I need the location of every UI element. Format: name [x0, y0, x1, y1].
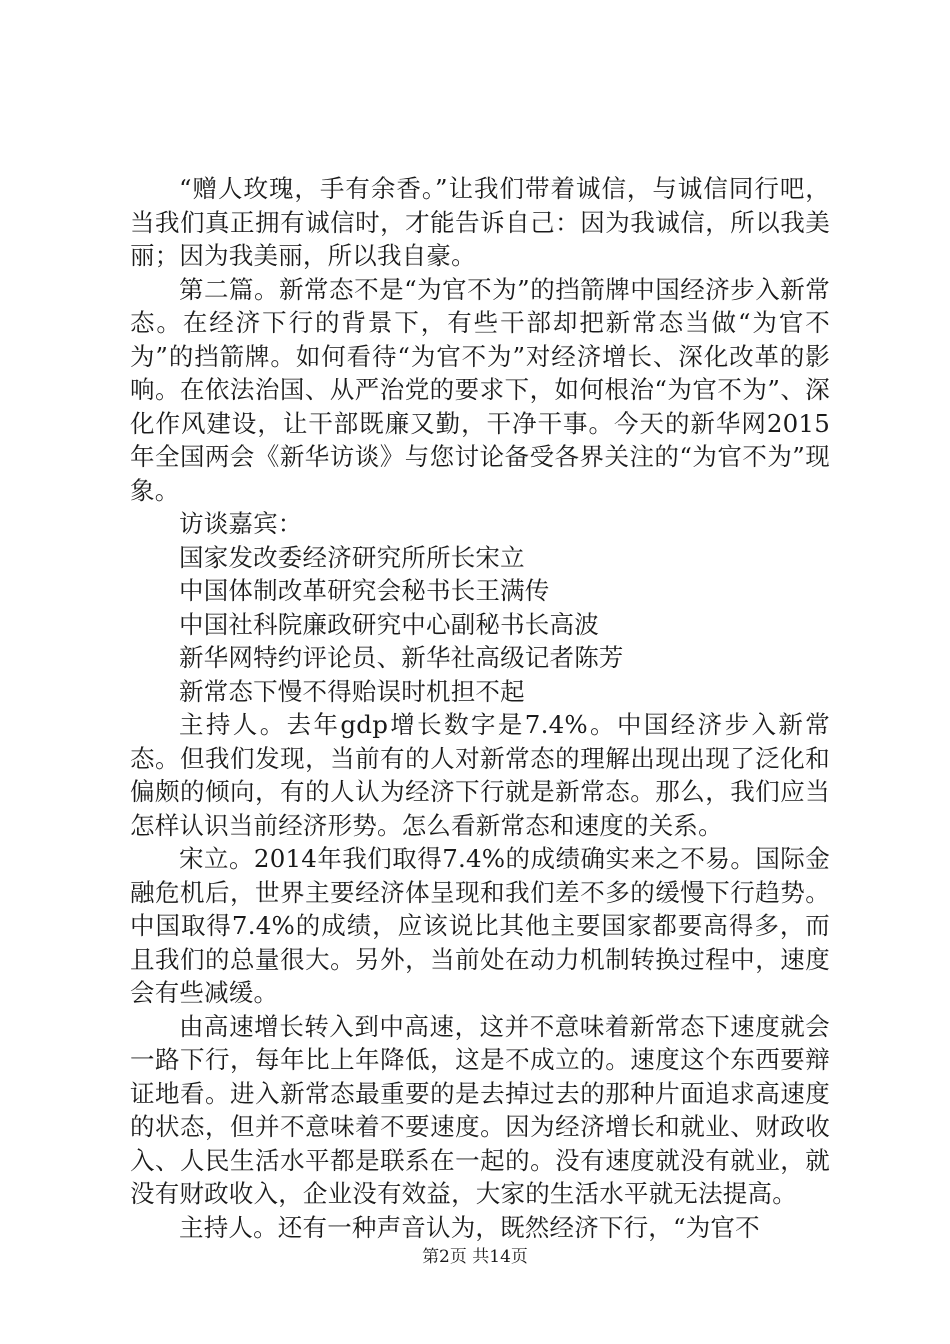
- guest-gao-bo: 中国社科院廉政研究中心副秘书长高波: [179, 609, 599, 639]
- paragraph-song-li-1: 宋立。2014年我们取得7.4%的成绩确实来之不易。国际金融危机后，世界主要经济体呈现和我们差不多的缓慢下行趋势。中国取得7.4%的成绩，应该说比其他主要国家都要高得多，而且我们的总量很大。另外，当前处在动力机制转换过程中，速度会有些减缓。: [130, 844, 830, 1007]
- page-number-footer: 第2页 共14页: [422, 1247, 528, 1267]
- paragraph-second-article: 第二篇。新常态不是“为官不为”的挡箭牌中国经济步入新常态。在经济下行的背景下，有些干部却把新常态当做“为官不为”的挡箭牌。如何看待“为官不为”对经济增长、深化改革的影响。在依法治国、从严治党的要求下，如何根治“为官不为”、深化作风建设，让干部既廉又勤，干净干事。今天的新华网2015年全国两会《新华访谈》与您讨论备受各界关注的“为官不为”现象。: [130, 274, 830, 505]
- guest-wang-manchuan: 中国体制改革研究会秘书长王满传: [179, 576, 550, 605]
- paragraph-guests-heading: 访谈嘉宾：: [179, 509, 303, 538]
- paragraph-closing-quote: “赠人玫瑰，手有余香。”让我们带着诚信，与诚信同行吧，当我们真正拥有诚信时，才能告诉自己：因为我诚信，所以我美丽；因为我美丽，所以我自豪。: [130, 174, 830, 270]
- paragraph-host-1: 主持人。去年gdp增长数字是7.4%。中国经济步入新常态。但我们发现，当前有的人对新常态的理解出现出现了泛化和偏颇的倾向，有的人认为经济下行就是新常态。那么，我们应当怎样认识当前经济形势。怎么看新常态和速度的关系。: [130, 710, 830, 840]
- document-body: [130, 172, 830, 1244]
- section-heading: 新常态下慢不得贻误时机担不起: [179, 676, 525, 706]
- guest-chen-fang: 新华网特约评论员、新华社高级记者陈芳: [179, 643, 624, 672]
- guest-song-li: 国家发改委经济研究所所长宋立: [179, 542, 525, 572]
- paragraph-host-2: 主持人。还有一种声音认为，既然经济下行，“为官不: [179, 1212, 760, 1242]
- paragraph-song-li-2: 由高速增长转入到中高速，这并不意味着新常态下速度就会一路下行，每年比上年降低，这是不成立的。速度这个东西要辩证地看。进入新常态最重要的是去掉过去的那种片面追求高速度的状态，但并不意味着不要速度。因为经济增长和就业、财政收入、人民生活水平都是联系在一起的。没有速度就没有就业，就没有财政收入，企业没有效益，大家的生活水平就无法提高。: [130, 1011, 830, 1208]
